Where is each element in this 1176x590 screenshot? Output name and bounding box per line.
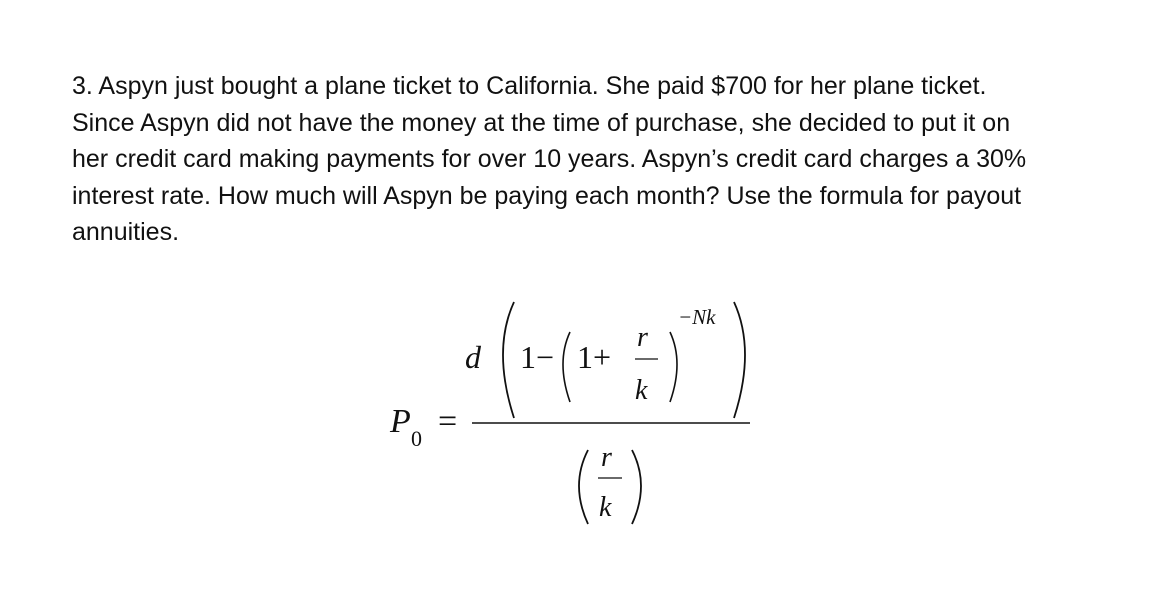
denominator-right-paren bbox=[632, 450, 641, 524]
formula-p-subscript: 0 bbox=[411, 426, 422, 451]
problem-line-2: Since Aspyn did not have the money at the time of purchase, she decided to put it on bbox=[72, 108, 1011, 137]
denominator-left-paren bbox=[579, 450, 588, 524]
formula-svg bbox=[380, 290, 780, 540]
payout-annuity-formula bbox=[380, 290, 780, 540]
formula-inner-k: k bbox=[635, 375, 648, 406]
problem-line-1: 3. Aspyn just bought a plane ticket to California. She paid $700 for her plane ticket. bbox=[72, 72, 987, 100]
formula-equals: = bbox=[438, 403, 458, 440]
formula-denominator-r: r bbox=[601, 442, 612, 473]
inner-right-paren bbox=[670, 332, 677, 402]
problem-line-5: annuities. bbox=[72, 218, 180, 246]
formula-p: P bbox=[390, 403, 411, 440]
problem-text bbox=[72, 68, 1132, 251]
inner-left-paren bbox=[563, 332, 570, 402]
outer-left-paren bbox=[503, 302, 514, 418]
formula-denominator-k: k bbox=[599, 492, 612, 523]
problem-line-4: interest rate. How much will Aspyn be paying each month? Use the formula for payout bbox=[72, 181, 1022, 210]
formula-d: d bbox=[465, 339, 481, 375]
problem-line-3: her credit card making payments for over 10 years. Aspyn’s credit card charges a 30% bbox=[72, 145, 1027, 173]
formula-one-plus: 1+ bbox=[577, 339, 612, 375]
formula-one-minus: 1− bbox=[520, 339, 555, 375]
formula-exponent: −Nk bbox=[678, 305, 716, 329]
formula-inner-r: r bbox=[637, 322, 648, 353]
outer-right-paren bbox=[734, 302, 745, 418]
